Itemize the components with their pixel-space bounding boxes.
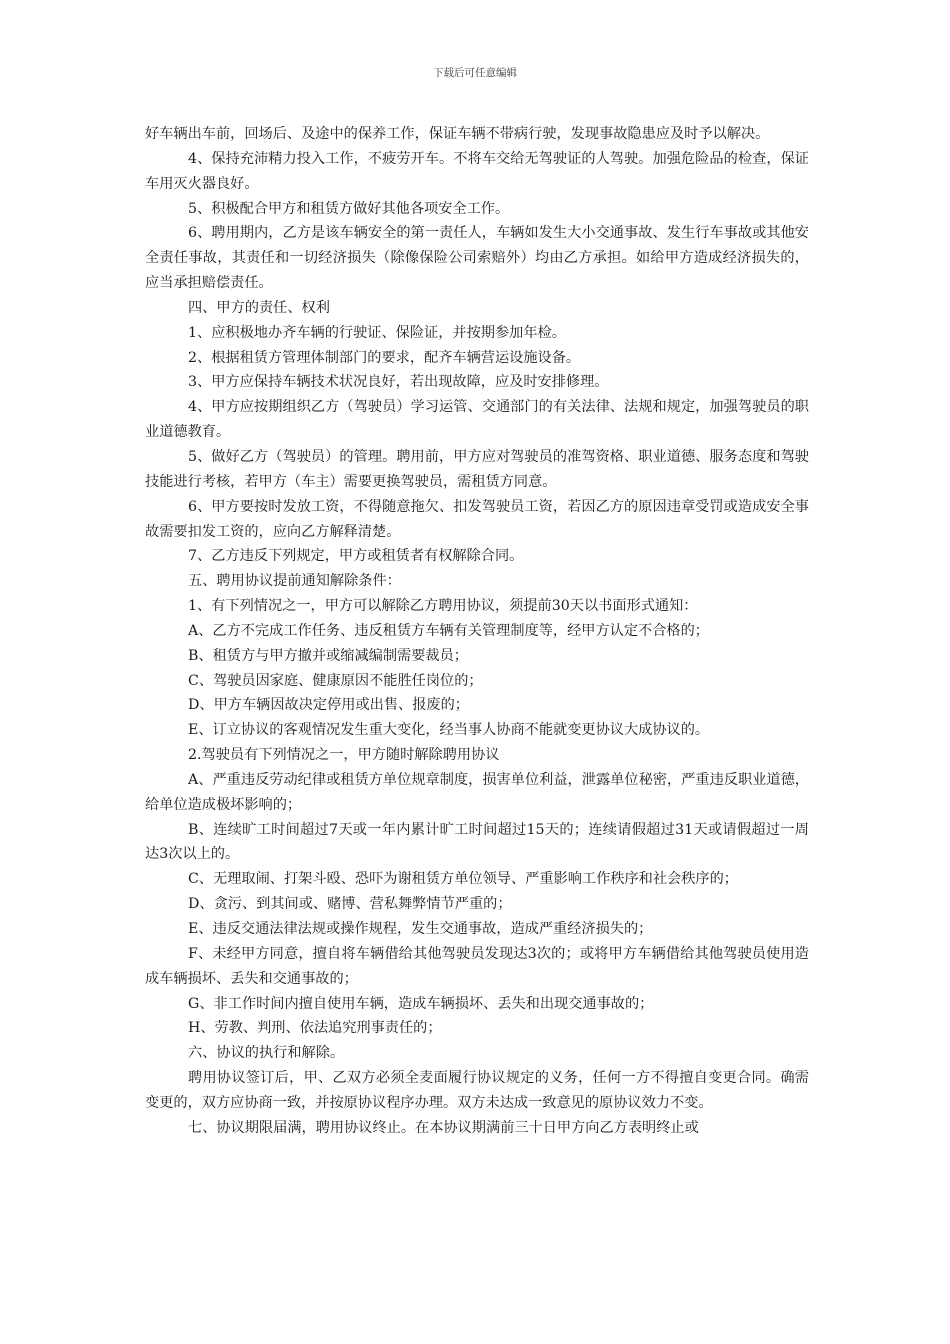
- paragraph: 1、有下列情况之一，甲方可以解除乙方聘用协议，须提前30天以书面形式通知：: [188, 598, 698, 615]
- paragraph: G、非工作时间内擅自使用车辆，造成车辆损坏、丢失和出现交通事故的；: [188, 995, 654, 1012]
- paragraph: 5、做好乙方（驾驶员）的管理。聘用前，甲方应对驾驶员的准驾资格、职业道德、服务态度和驾驶技能进行考核，若甲方（车主）需要更换驾驶员，需租赁方同意。: [145, 448, 809, 490]
- paragraph: 6、甲方要按时发放工资，不得随意拖欠、扣发驾驶员工资，若因乙方的原因违章受罚或造成安全事故需要扣发工资的，应向乙方解释清楚。: [145, 498, 809, 540]
- paragraph: 5、积极配合甲方和租赁方做好其他各项安全工作。: [188, 200, 510, 217]
- paragraph: 7、乙方违反下列规定，甲方或租赁者有权解除合同。: [188, 548, 524, 565]
- paragraph: C、驾驶员因家庭、健康原因不能胜任岗位的；: [188, 672, 483, 689]
- paragraph: B、租赁方与甲方撤并或缩减编制需要裁员；: [188, 647, 468, 664]
- paragraph: 好车辆出车前，回场后、及途中的保养工作，保证车辆不带病行驶，发现事故隐患应及时予以解决。: [145, 126, 770, 142]
- paragraph: B、连续旷工时间超过7天或一年内累计旷工时间超过15天的；连续请假超过31天或请假超过一周达3次以上的。: [145, 821, 809, 863]
- page-header: 下载后可任意编辑: [433, 67, 517, 79]
- paragraph: 6、聘用期内，乙方是该车辆安全的第一责任人，车辆如发生大小交通事故、发生行车事故或其他安全责任事故，其责任和一切经济损失（除像保险公司索赔外）均由乙方承担。如给甲方造成经济损失的，应当承担赔偿责任。: [145, 225, 809, 292]
- paragraph: 2、根据租赁方管理体制部门的要求，配齐车辆营运设施设备。: [188, 349, 581, 366]
- paragraph: C、无理取闹、打架斗殴、恐吓为谢租赁方单位领导、严重影响工作秩序和社会秩序的；: [188, 871, 738, 888]
- paragraph: E、订立协议的客观情况发生重大变化，经当事人协商不能就变更协议大成协议的。: [188, 722, 710, 739]
- paragraph: 3、甲方应保持车辆技术状况良好，若出现故障，应及时安排修理。: [188, 374, 609, 391]
- document-body: [145, 122, 809, 1141]
- paragraph: F、未经甲方同意，擅自将车辆借给其他驾驶员发现达3次的；或将甲方车辆借给其他驾驶员使用造成车辆损坏、丢失和交通事故的；: [145, 945, 809, 987]
- paragraph: D、甲方车辆因故决定停用或出售、报废的；: [188, 697, 469, 714]
- paragraph: D、贪污、到其间或、赌博、营私舞弊情节严重的；: [188, 896, 512, 913]
- paragraph: 2.驾驶员有下列情况之一，甲方随时解除聘用协议: [188, 747, 500, 764]
- paragraph: 七、协议期限届满，聘用协议终止。在本协议期满前三十日甲方向乙方表明终止或: [188, 1119, 699, 1136]
- paragraph: 四、甲方的责任、权利: [188, 299, 330, 316]
- paragraph: 4、甲方应按期组织乙方（驾驶员）学习运管、交通部门的有关法律、法规和规定，加强驾驶员的职业道德教育。: [145, 399, 809, 441]
- paragraph: 聘用协议签订后，甲、乙双方必须全麦面履行协议规定的义务，任何一方不得擅自变更合同。确需变更的，双方应协商一致，并按原协议程序办理。双方未达成一致意见的原协议效力不变。: [145, 1070, 809, 1111]
- paragraph: 4、保持充沛精力投入工作，不疲劳开车。不将车交给无驾驶证的人驾驶。加强危险品的检查，保证车用灭火器良好。: [145, 150, 809, 192]
- paragraph: 五、聘用协议提前通知解除条件：: [188, 573, 401, 590]
- paragraph: 1、应积极地办齐车辆的行驶证、保险证，并按期参加年检。: [188, 324, 566, 341]
- paragraph: A、乙方不完成工作任务、违反租赁方车辆有关管理制度等，经甲方认定不合格的；: [188, 622, 709, 639]
- paragraph: E、违反交通法律法规或操作规程，发生交通事故，造成严重经济损失的；: [188, 921, 653, 937]
- paragraph: 六、协议的执行和解除。: [188, 1045, 345, 1062]
- paragraph: H、劳教、判刑、依法追究刑事责任的；: [188, 1020, 442, 1037]
- paragraph: A、严重违反劳动纪律或租赁方单位规章制度，损害单位利益，泄露单位秘密，严重违反职业道德，给单位造成极坏影响的；: [145, 771, 809, 813]
